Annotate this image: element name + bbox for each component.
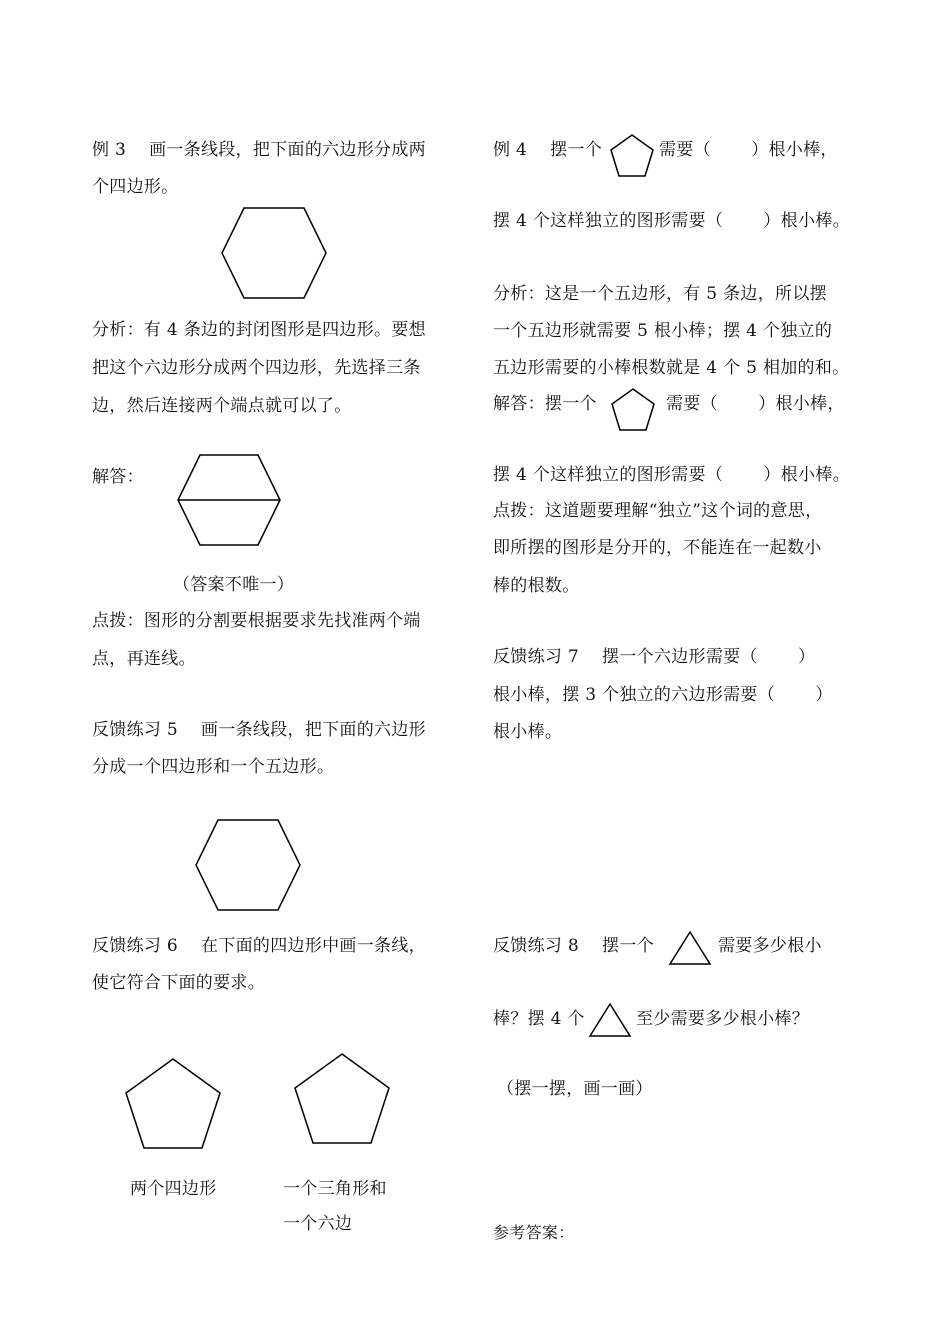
analysis-line1: 分析：有 4 条边的封闭图形是四边形。要想 <box>92 320 426 340</box>
feedback-8-part-a: 反馈练习 8 摆一个 <box>493 936 654 956</box>
triangle-icon-1 <box>668 930 712 966</box>
pentagon-figure-right <box>293 1052 391 1146</box>
tip-line1: 点拨：图形的分割要根据要求先找准两个端 <box>92 611 421 631</box>
example-3-line2: 个四边形。 <box>92 177 179 197</box>
feedback-7-line1: 反馈练习 7 摆一个六边形需要（ ） <box>493 647 816 667</box>
feedback-8-part-b: 需要多少根小 <box>718 936 822 956</box>
feedback-8-part-c: 棒？摆 4 个 <box>493 1009 585 1029</box>
answer-right-part-a: 解答：摆一个 <box>493 394 597 414</box>
feedback-7-line2: 根小棒，摆 3 个独立的六边形需要（ ） <box>493 685 833 705</box>
feedback-5-line1: 反馈练习 5 画一条线段，把下面的六边形 <box>92 720 426 740</box>
analysis-right-line1: 分析：这是一个五边形，有 5 条边，所以摆 <box>493 284 827 304</box>
analysis-right-line2: 一个五边形就需要 5 根小棒；摆 4 个独立的 <box>493 321 833 341</box>
hexagon-figure-2 <box>194 818 302 912</box>
tip-right-line2: 即所摆的图形是分开的，不能连在一起数小 <box>493 538 822 558</box>
tip-right-line1: 点拨：这道题要理解“独立”这个词的意思， <box>493 501 823 521</box>
hexagon-divided-figure <box>176 453 282 547</box>
analysis-line2: 把这个六边形分成两个四边形，先选择三条 <box>92 358 421 378</box>
example-4-part-b: 需要（ ）根小棒， <box>659 140 838 160</box>
answer-right-part-b: 需要（ ）根小棒， <box>666 394 845 414</box>
example-3-line1: 例 3 画一条线段，把下面的六边形分成两 <box>92 140 426 160</box>
pentagon-figure-left <box>124 1057 222 1151</box>
triangle-icon-2 <box>588 1002 632 1038</box>
answer-right-line2: 摆 4 个这样独立的图形需要（ ）根小棒。 <box>493 465 850 485</box>
pentagon-icon-answer <box>610 387 656 433</box>
answer-note: （答案不唯一） <box>173 575 295 595</box>
feedback-6-line1: 反馈练习 6 在下面的四边形中画一条线， <box>92 936 426 956</box>
feedback-5-line2: 分成一个四边形和一个五边形。 <box>92 757 335 777</box>
tip-line2: 点，再连线。 <box>92 649 196 669</box>
analysis-line3: 边，然后连接两个端点就可以了。 <box>92 396 352 416</box>
caption-triangle-hexagon-line1: 一个三角形和 <box>283 1179 387 1199</box>
feedback-7-line3: 根小棒。 <box>493 722 563 742</box>
feedback-8-part-d: 至少需要多少根小棒？ <box>636 1009 809 1029</box>
pentagon-icon-example-4 <box>609 133 655 179</box>
answer-label: 解答： <box>92 467 144 487</box>
example-4-line2: 摆 4 个这样独立的图形需要（ ）根小棒。 <box>493 211 850 231</box>
feedback-8-note: （摆一摆，画一画） <box>497 1079 653 1099</box>
tip-right-line3: 棒的根数。 <box>493 576 580 596</box>
hexagon-figure-1 <box>220 206 328 300</box>
feedback-6-line2: 使它符合下面的要求。 <box>92 973 265 993</box>
reference-answer-heading: 参考答案： <box>493 1223 575 1242</box>
caption-triangle-hexagon-line2: 一个六边 <box>283 1214 353 1234</box>
caption-two-quadrilaterals: 两个四边形 <box>130 1179 217 1199</box>
analysis-right-line3: 五边形需要的小棒根数就是 4 个 5 相加的和。 <box>493 358 850 378</box>
example-4-part-a: 例 4 摆一个 <box>493 140 603 160</box>
